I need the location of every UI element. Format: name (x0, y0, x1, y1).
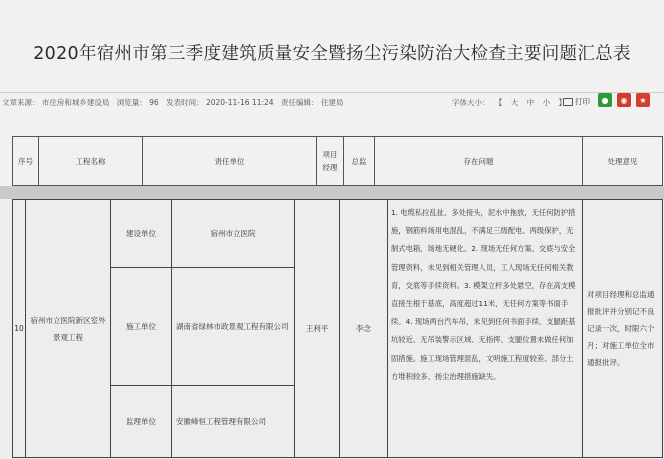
article-views: 浏览量： 96 (116, 98, 159, 107)
row-supervisor: 李念 (340, 200, 388, 458)
header-manager (317, 137, 344, 186)
row-unit-supervision: 安徽峰恒工程管理有限公司 (172, 386, 295, 458)
article-meta (2, 97, 348, 108)
font-size-bracket-open: 【 (494, 98, 503, 107)
header-opinion: 处理意见 (583, 137, 663, 186)
article-published: 发表时间： 2020-11-16 11:24 (166, 98, 274, 107)
article-source: 文章来源： 市住房和城乡建设局 (2, 98, 110, 107)
favorite-star-icon[interactable]: ★ (636, 93, 650, 107)
weibo-share-icon[interactable]: ◉ (617, 93, 631, 107)
row-manager: 王利平 (295, 200, 340, 458)
header-manager-line2: 经理 (322, 163, 338, 172)
font-size-control (452, 97, 569, 108)
row-role-construction: 建设单位 (111, 200, 172, 268)
print-label: 打印 (575, 97, 590, 106)
row-role-builder: 施工单位 (111, 268, 172, 386)
page-title: 2020年宿州市第三季度建筑质量安全暨扬尘污染防治大检查主要问题汇总表 (33, 44, 631, 64)
print-button[interactable] (563, 96, 590, 107)
font-size-medium-link[interactable]: 中 (526, 98, 535, 107)
printer-icon (563, 98, 573, 106)
header-unit: 责任单位 (143, 137, 317, 186)
article-editor: 责任编辑： 住建局 (280, 98, 344, 107)
header-seq: 序号 (13, 137, 39, 186)
row-unit-builder: 湖南省绿林市政景观工程有限公司 (172, 268, 295, 386)
issues-table-header (12, 136, 663, 186)
header-divider (0, 92, 664, 93)
share-buttons (598, 93, 650, 107)
header-project: 工程名称 (39, 137, 143, 186)
row-seq: 10 (13, 200, 26, 458)
row-unit-construction: 宿州市立医院 (172, 200, 295, 268)
font-size-small-link[interactable]: 小 (542, 98, 551, 107)
header-manager-line1: 项目 (322, 150, 338, 159)
font-size-label: 字体大小： (452, 98, 490, 107)
row-issues: 1. 电缆私拉乱扯、多处接头，泥水中拖放，无任何防护措施，钢筋料场用电混乱，不满足三级配电、两级保护，无制式电箱，场地无硬化。2. 现场无任何方案、交底与安全管理资料，未见到相关管理人员，工人现场无任何相关教育，交底等手续资料。3. 模架立杆多处悬空，存在高支模直接生根于基底，高度超过11米，无任何方案等书面手续。4. 现场两台汽车吊，未见到任何书面手续、支腿距基坑较近、无吊装警示区域、无指挥、支腿位置未做任何加固措施。施工现场管理混乱，文明施工程度较差、部分土方堆积较多、扬尘治理措施缺失。 (388, 200, 583, 458)
article-header-section (0, 0, 664, 186)
issues-table (12, 199, 663, 458)
row-opinion: 对项目经理和总监通报批评并分别记不良记录一次，时限六个月；对施工单位全市通报批评。 (583, 200, 663, 458)
row-project: 宿州市立医院新区室外景观工程 (26, 200, 111, 458)
font-size-large-link[interactable]: 大 (510, 98, 519, 107)
issues-table-section (0, 199, 664, 459)
table-row (13, 200, 663, 268)
font-size-bracket-close: 】 (558, 98, 566, 107)
header-issues: 存在问题 (375, 137, 583, 186)
header-supervisor: 总监 (344, 137, 375, 186)
row-role-supervision: 监理单位 (111, 386, 172, 458)
wechat-share-icon[interactable]: ● (598, 93, 612, 107)
